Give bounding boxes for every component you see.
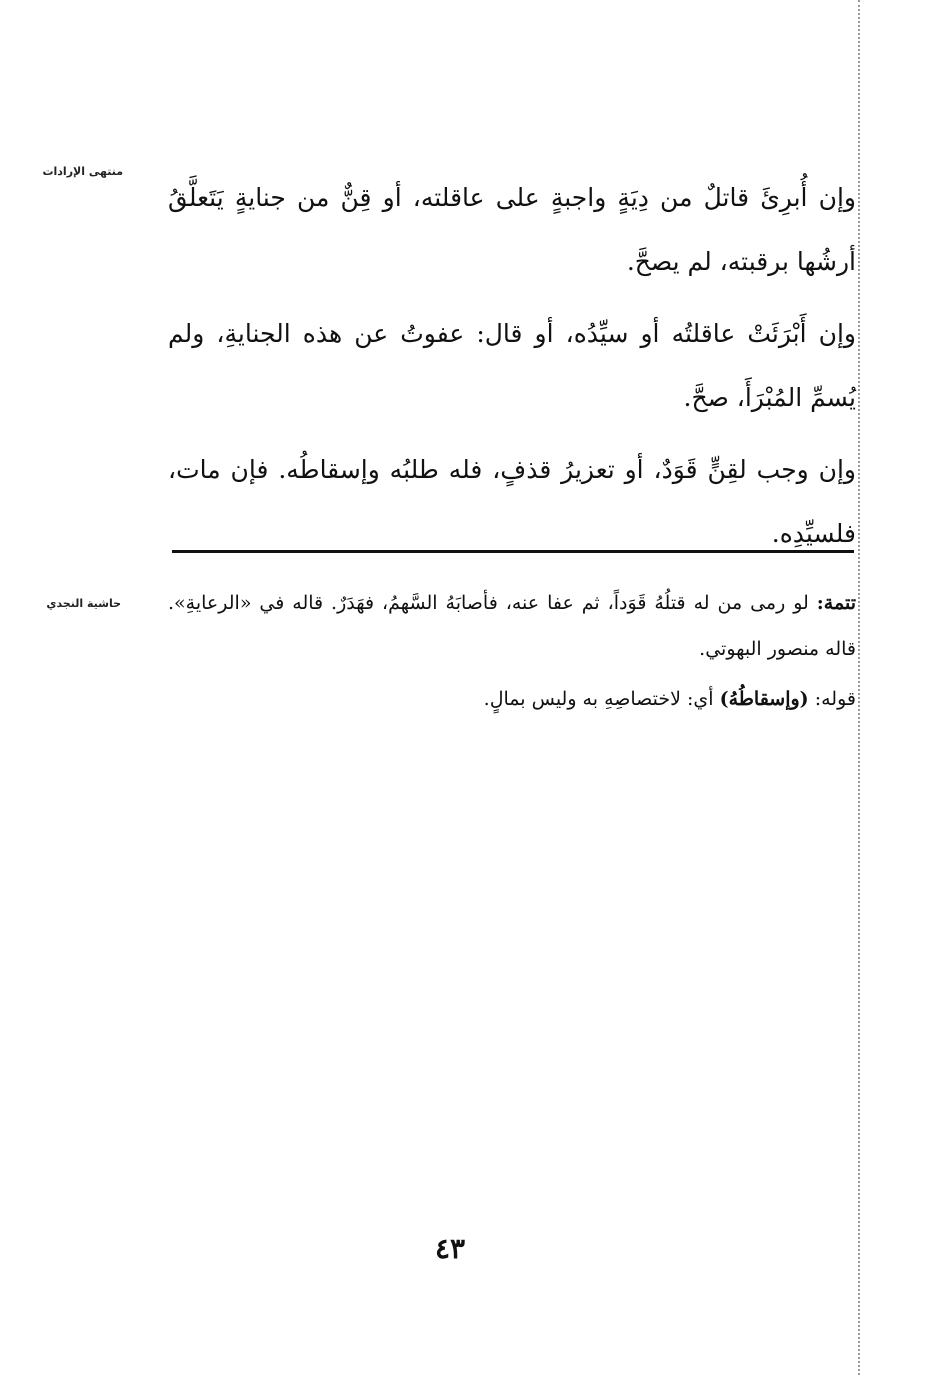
separator-rule (172, 550, 854, 553)
main-text-block (168, 166, 856, 574)
footnote-text: لو رمى من له قتلُهُ قَوَداً، ثم عفا عنه، فأصابَهُ السَّهمُ، فهَدَرٌ. قاله في «الرعايةِ». قاله منصور البهوتي. (168, 592, 856, 660)
main-paragraph: وإن وجب لقِنٍّ قَوَدٌ، أو تعزيرُ قذفٍ، فله طلبُه وإسقاطُه. فإن مات، فلسيِّدِه. (168, 455, 856, 548)
side-label-matn: منتهى الإرادات (42, 165, 123, 178)
footnote-text: أي: لاختصاصِهِ به وليس بمالٍ. (483, 688, 720, 710)
main-paragraph: وإن أُبرِئَ قاتلٌ من دِيَةٍ واجبةٍ على عاقلته، أو قِنٌّ من جنايةٍ يَتَعلَّقُ أرشُها برقبته، لم يصحَّ. (168, 183, 856, 276)
footnote-tatimma (168, 580, 856, 672)
footnotes-block (168, 580, 856, 726)
page-number: ٤٣ (434, 1232, 466, 1265)
footnote-qawluhu (168, 676, 856, 722)
main-paragraph: وإن أَبْرَئَتْ عاقلتُه أو سيِّدُه، أو قال: عفوتُ عن هذه الجنايةِ، ولم يُسمِّ المُبْرَأَ، صحَّ. (168, 319, 856, 412)
page-edge-divider (858, 0, 860, 1375)
footnote-prefix: قوله: (808, 688, 856, 710)
footnote-lead: تتمة: (816, 592, 856, 614)
side-label-hashiya: حاشية النجدي (46, 597, 121, 610)
footnote-lead: (وإسقاطُهُ) (719, 688, 809, 710)
